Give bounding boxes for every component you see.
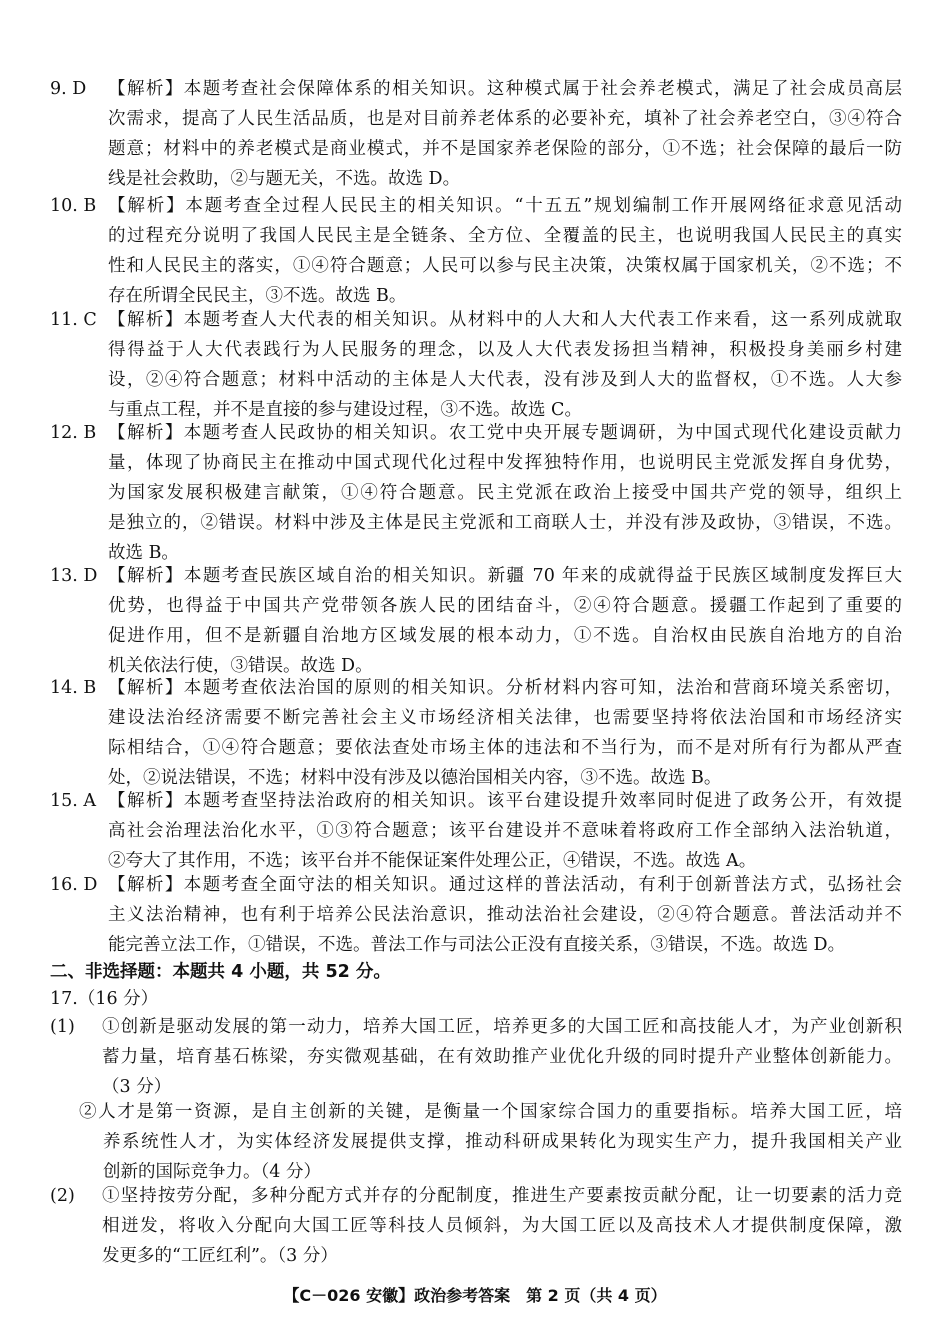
text-line: 创新的国际竞争力。（4 分） <box>103 1162 321 1182</box>
text-line: 与重点工程，并不是直接的参与建设过程，③不选。故选 C。 <box>108 400 582 420</box>
text-line: 高社会治理法治化水平，①③符合题意；该平台建设并不意味着将政府工作全部纳入法治轨道， <box>108 821 902 841</box>
text-line: 处，②说法错误，不选；材料中没有涉及以德治国相关内容，③不选。故选 B。 <box>108 768 722 788</box>
text-line: 【解析】本题考查全面守法的相关知识。通过这样的普法活动，有利于创新普法方式，弘扬社会 <box>108 875 902 895</box>
text-line: （3 分） <box>102 1077 172 1097</box>
text-line: 【解析】本题考查社会保障体系的相关知识。这种模式属于社会养老模式，满足了社会成员高层 <box>108 79 902 99</box>
item-number: 10. B <box>50 196 97 216</box>
text-line: 养系统性人才，为实体经济发展提供支撑，推动科研成果转化为现实生产力，提升我国相关产业 <box>103 1132 902 1152</box>
item-number: 11. C <box>50 310 97 330</box>
text-line: 【解析】本题考查人大代表的相关知识。从材料中的人大和人大代表工作来看，这一系列成就取 <box>108 310 902 330</box>
item-number: 15. A <box>50 791 97 811</box>
item-number: 13. D <box>50 566 98 586</box>
answer-item-15 <box>50 786 902 876</box>
text-line: 【解析】本题考查民族区域自治的相关知识。新疆 70 年来的成就得益于民族区域制度发挥巨大 <box>108 566 902 586</box>
page-footer: 【C－026 安徽】政治参考答案 第 2 页（共 4 页） <box>283 1286 667 1305</box>
question-17-part-2 <box>50 1181 902 1271</box>
text-line: 故选 B。 <box>108 543 179 563</box>
text-line: 优势，也得益于中国共产党带领各族人民的团结奋斗，②④符合题意。援疆工作起到了重要的 <box>108 596 902 616</box>
text-line: 主义法治精神，也有利于培养公民法治意识，推动法治社会建设，②④符合题意。普法活动并不 <box>108 905 902 925</box>
item-number: 9. D <box>50 79 87 99</box>
answer-item-10 <box>50 191 902 311</box>
question-17-heading: 17.（16 分） <box>50 989 159 1009</box>
text-line: ②人才是第一资源，是自主创新的关键，是衡量一个国家综合国力的重要指标。培养大国工匠，培 <box>79 1102 902 1122</box>
text-line: ②夸大了其作用，不选；该平台并不能保证案件处理公正，④错误，不选。故选 A。 <box>108 851 757 871</box>
text-line: 【解析】本题考查人民政协的相关知识。农工党中央开展专题调研，为中国式现代化建设贡献力 <box>108 423 902 443</box>
text-line: 机关依法行使，③错误。故选 D。 <box>108 656 373 676</box>
text-line: 为国家发展积极建言献策，①④符合题意。民主党派在政治上接受中国共产党的领导，组织上 <box>108 483 902 503</box>
text-line: ①坚持按劳分配，多种分配方式并存的分配制度，推进生产要素按贡献分配，让一切要素的活力竞 <box>102 1186 902 1206</box>
answer-item-13 <box>50 561 902 681</box>
section-title: 二、非选择题：本题共 4 小题，共 52 分。 <box>50 962 391 982</box>
text-line: 的过程充分说明了我国人民民主是全链条、全方位、全覆盖的民主，也说明我国人民民主的真实 <box>108 226 902 246</box>
text-line: 次需求，提高了人民生活品质，也是对目前养老体系的必要补充，填补了社会养老空白，③④符合 <box>108 109 902 129</box>
text-line: 得得益于人大代表践行为人民服务的理念，以及人大代表发扬担当精神，积极投身美丽乡村建 <box>108 340 902 360</box>
text-line: 际相结合，①④符合题意；要依法查处市场主体的违法和不当行为，而不是对所有行为都从严查 <box>108 738 902 758</box>
text-line: 性和人民民主的落实，①④符合题意；人民可以参与民主决策，决策权属于国家机关，②不选；不 <box>108 256 902 276</box>
answer-item-12 <box>50 418 902 568</box>
text-line: 【解析】本题考查坚持法治政府的相关知识。该平台建设提升效率同时促进了政务公开，有效提 <box>108 791 902 811</box>
question-17-part-1 <box>50 1012 902 1102</box>
answer-item-16 <box>50 870 902 960</box>
answer-item-11 <box>50 305 902 425</box>
item-number: 16. D <box>50 875 98 895</box>
text-line: 蓄力量，培育基石栋梁，夯实微观基础，在有效助推产业优化升级的同时提升产业整体创新能力。 <box>102 1047 902 1067</box>
text-line: 相迸发，将收入分配向大国工匠等科技人员倾斜，为大国工匠以及高技术人才提供制度保障，激 <box>102 1216 902 1236</box>
text-line: 是独立的，②错误。材料中涉及主体是民主党派和工商联人士，并没有涉及政协，③错误，不选。 <box>108 513 902 533</box>
text-line: 存在所谓全民民主，③不选。故选 B。 <box>108 286 407 306</box>
text-line: 【解析】本题考查依法治国的原则的相关知识。分析材料内容可知，法治和营商环境关系密切， <box>108 678 902 698</box>
text-line: 能完善立法工作，①错误，不选。普法工作与司法公正没有直接关系，③错误，不选。故选 D。 <box>108 935 846 955</box>
text-line: 题意；材料中的养老模式是商业模式，并不是国家养老保险的部分，①不选；社会保障的最后一防 <box>108 139 902 159</box>
text-line: ①创新是驱动发展的第一动力，培养大国工匠，培养更多的大国工匠和高技能人才，为产业创新积 <box>102 1017 902 1037</box>
question-17-part-1-point-2 <box>79 1097 902 1187</box>
text-line: 【解析】本题考查全过程人民民主的相关知识。“十五五”规划编制工作开展网络征求意见活动 <box>108 196 902 216</box>
text-line: 建设法治经济需要不断完善社会主义市场经济相关法律，也需要坚持将依法治国和市场经济实 <box>108 708 902 728</box>
part-label: (2) <box>50 1186 75 1206</box>
text-line: 量，体现了协商民主在推动中国式现代化过程中发挥独特作用，也说明民主党派发挥自身优势， <box>108 453 902 473</box>
part-label: (1) <box>50 1017 75 1037</box>
text-line: 设，②④符合题意；材料中活动的主体是人大代表，没有涉及到人大的监督权，①不选。人大参 <box>108 370 902 390</box>
item-number: 14. B <box>50 678 97 698</box>
answer-item-14 <box>50 673 902 793</box>
text-line: 发更多的“工匠红利”。（3 分） <box>102 1246 338 1266</box>
answer-item-9 <box>50 74 902 194</box>
text-line: 促进作用，但不是新疆自治地方区域发展的根本动力，①不选。自治权由民族自治地方的自治 <box>108 626 902 646</box>
item-number: 12. B <box>50 423 97 443</box>
text-line: 线是社会救助，②与题无关，不选。故选 D。 <box>108 169 461 189</box>
